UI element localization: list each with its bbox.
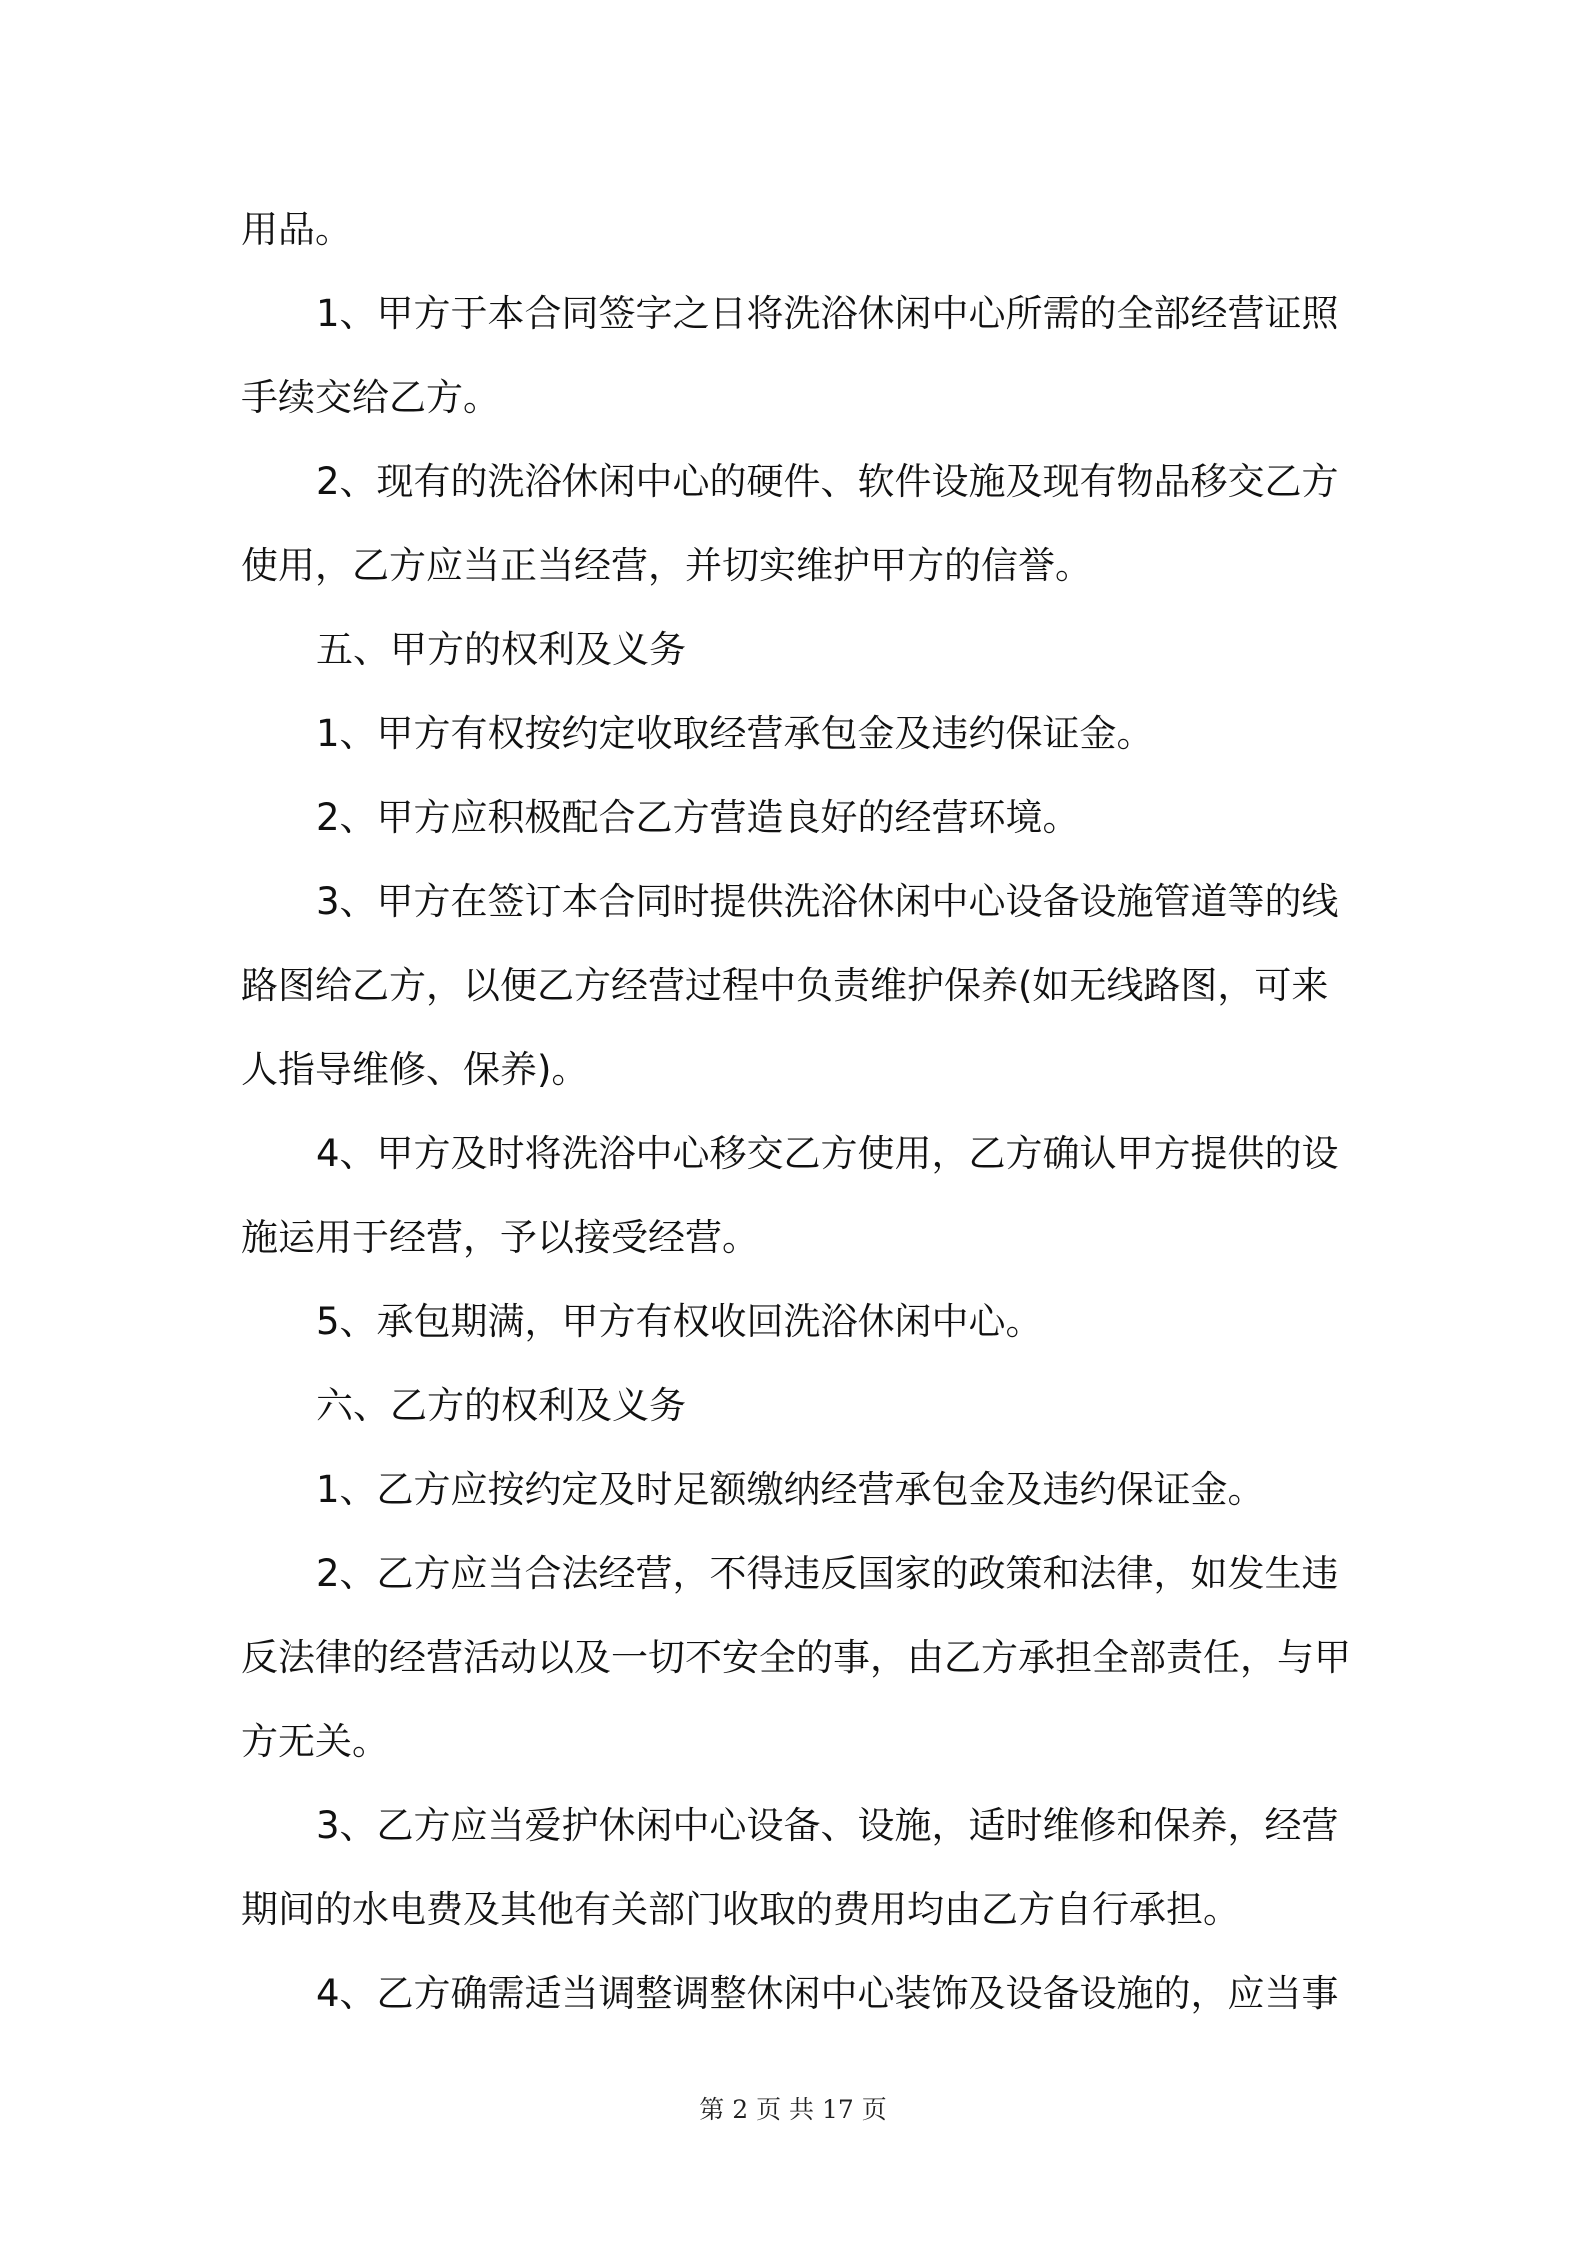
- text-line: 施运用于经营，予以接受经营。: [241, 1216, 759, 1259]
- text-line: 人指导维修、保养)。: [241, 1048, 589, 1091]
- document-body: [241, 188, 1361, 2036]
- text-line: 3、甲方在签订本合同时提供洗浴休闲中心设备设施管道等的线: [316, 880, 1339, 923]
- text-line: 期间的水电费及其他有关部门收取的费用均由乙方自行承担。: [241, 1888, 1240, 1931]
- text-line: 使用，乙方应当正当经营，并切实维护甲方的信誉。: [241, 544, 1092, 587]
- text-line: 2、甲方应积极配合乙方营造良好的经营环境。: [316, 796, 1080, 839]
- text-line: 4、甲方及时将洗浴中心移交乙方使用，乙方确认甲方提供的设: [316, 1132, 1339, 1175]
- text-line: 路图给乙方，以便乙方经营过程中负责维护保养(如无线路图，可来: [241, 964, 1329, 1007]
- page-number-footer: 第 2 页 共 17 页: [699, 2095, 887, 2124]
- text-line: 用品。: [241, 208, 352, 251]
- text-line: 1、甲方于本合同签字之日将洗浴休闲中心所需的全部经营证照: [316, 292, 1339, 335]
- text-line: 2、现有的洗浴休闲中心的硬件、软件设施及现有物品移交乙方: [316, 460, 1339, 503]
- text-line: 5、承包期满，甲方有权收回洗浴休闲中心。: [316, 1300, 1043, 1343]
- text-line: 3、乙方应当爱护休闲中心设备、设施，适时维修和保养，经营: [316, 1804, 1339, 1847]
- text-line: 反法律的经营活动以及一切不安全的事，由乙方承担全部责任，与甲: [241, 1636, 1351, 1679]
- text-line: 六、乙方的权利及义务: [316, 1384, 686, 1427]
- text-line: 4、乙方确需适当调整调整休闲中心装饰及设备设施的，应当事: [316, 1972, 1339, 2015]
- text-line: 方无关。: [241, 1720, 389, 1763]
- text-line: 手续交给乙方。: [241, 376, 500, 419]
- text-line: 1、乙方应按约定及时足额缴纳经营承包金及违约保证金。: [316, 1468, 1265, 1511]
- text-line: 2、乙方应当合法经营，不得违反国家的政策和法律，如发生违: [316, 1552, 1339, 1595]
- text-line: 1、甲方有权按约定收取经营承包金及违约保证金。: [316, 712, 1154, 755]
- text-line: 五、甲方的权利及义务: [316, 628, 686, 671]
